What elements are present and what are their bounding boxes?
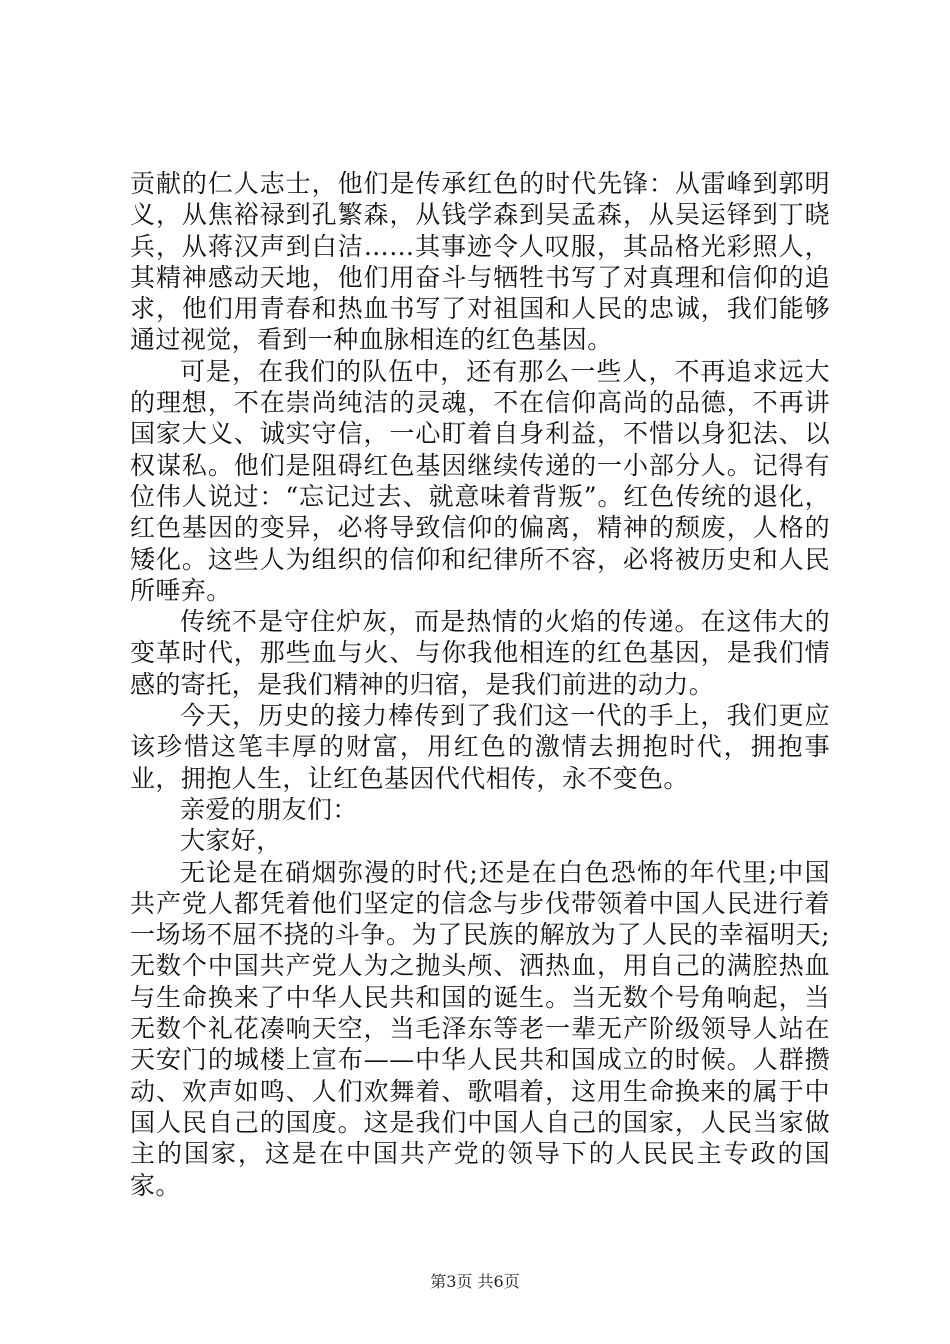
paragraph: 可是，在我们的队伍中，还有那么一些人，不再追求远大的理想，不在崇尚纯洁的灵魂，不在信仰高尚的品德，不再讲国家大义、诚实守信，一心盯着自身利益，不惜以身犯法、以权谋私。他们是阻碍红色基因继续传递的一小部分人。记得有位伟人说过：“忘记过去、就意味着背叛”。红色传统的退化，红色基因的变异，必将导致信仰的偏离，精神的颓废，人格的矮化。这些人为组织的信仰和纪律所不容，必将被历史和人民所唾弃。 — [130, 356, 830, 605]
paragraph: 传统不是守住炉灰，而是热情的火焰的传递。在这伟大的变革时代，那些血与火、与你我他相连的红色基因，是我们情感的寄托，是我们精神的归宿，是我们前进的动力。 — [130, 607, 830, 699]
page-number-footer: 第3页 共6页 — [430, 1272, 520, 1291]
salutation: 亲爱的朋友们： — [180, 794, 358, 824]
document-body — [130, 168, 830, 1201]
paragraph: 贡献的仁人志士，他们是传承红色的时代先锋：从雷峰到郭明义，从焦裕禄到孔繁森，从钱学森到吴孟森，从吴运铎到丁晓兵，从蒋汉声到白洁……其事迹令人叹服，其品格光彩照人，其精神感动天地，他们用奋斗与牺牲书写了对真理和信仰的追求，他们用青春和热血书写了对祖国和人民的忠诚，我们能够通过视觉，看到一种血脉相连的红色基因。 — [130, 169, 830, 355]
paragraph: 无论是在硝烟弥漫的时代;还是在白色恐怖的年代里;中国共产党人都凭着他们坚定的信念与步伐带领着中国人民进行着一场场不屈不挠的斗争。为了民族的解放为了人民的幸福明天;无数个中国共产党人为之抛头颅、洒热血，用自己的满腔热血与生命换来了中华人民共和国的诞生。当无数个号角响起，当无数个礼花凑响天空，当毛泽东等老一辈无产阶级领导人站在天安门的城楼上宣布——中华人民共和国成立的时候。人群攒动、欢声如鸣、人们欢舞着、歌唱着，这用生命换来的属于中国人民自己的国度。这是我们中国人自己的国家，人民当家做主的国家，这是在中国共产党的领导下的人民民主专政的国家。 — [130, 857, 830, 1200]
paragraph: 今天，历史的接力棒传到了我们这一代的手上，我们更应该珍惜这笔丰厚的财富，用红色的激情去拥抱时代，拥抱事业，拥抱人生，让红色基因代代相传，永不变色。 — [130, 701, 830, 793]
greeting: 大家好， — [180, 826, 282, 856]
